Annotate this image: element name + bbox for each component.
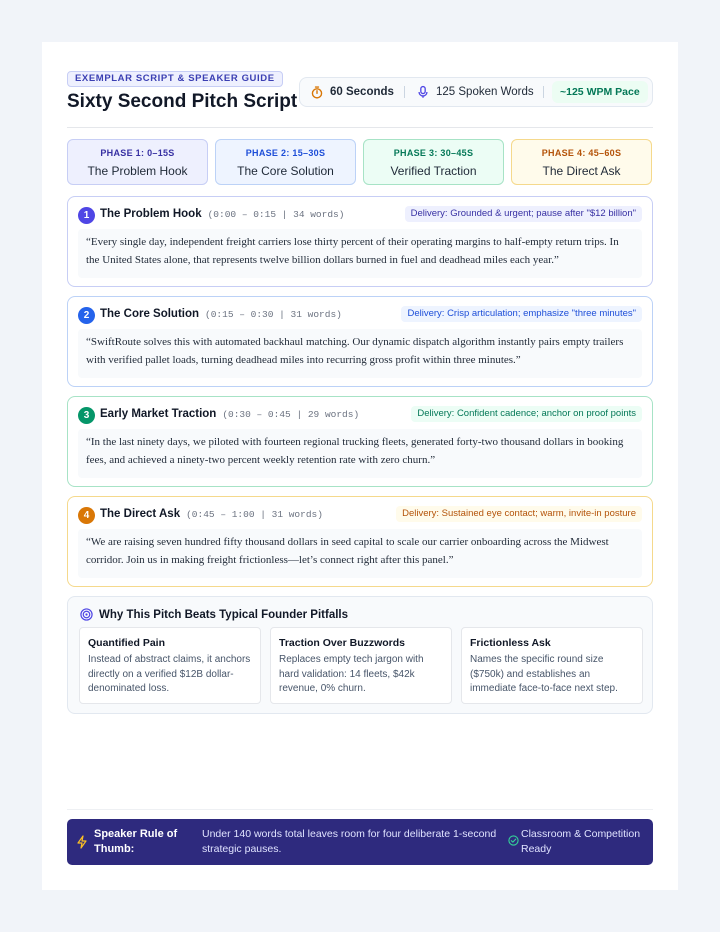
section-timing: (0:00 – 0:15 | 34 words)	[207, 209, 345, 220]
card-body: Replaces empty tech jargon with hard validation: 14 fleets, $42k revenue, 0% churn.	[279, 654, 424, 694]
section-title-text: The Core Solution	[100, 308, 200, 320]
stat-divider	[543, 86, 544, 98]
target-icon	[80, 608, 93, 621]
header	[67, 71, 653, 117]
phase-name: The Problem Hook	[87, 164, 188, 178]
pitfall-card	[461, 627, 643, 704]
section-title	[100, 308, 342, 320]
microphone-icon	[416, 85, 430, 99]
section-title-text: Early Market Traction	[100, 408, 217, 420]
script-section-4	[67, 496, 653, 587]
phase-card-2	[215, 139, 356, 185]
card-body: Names the specific round size ($750k) and establishes an immediate face-to-face next step.	[470, 654, 618, 694]
words-value: 125 Spoken Words	[436, 86, 534, 98]
script-section-1	[67, 196, 653, 287]
footer-divider	[67, 809, 653, 810]
stat-divider	[404, 86, 405, 98]
phase-label: PHASE 4: 45–60S	[541, 148, 622, 158]
speaker-rule-message: Under 140 words total leaves room for four deliberate 1-second strategic pauses.	[202, 828, 497, 855]
delivery-badge: Delivery: Grounded & urgent; pause after "$12 billion"	[405, 206, 642, 222]
script-quote: “We are raising seven hundred fifty thousand dollars in seed capital to scale our carrier onboarding across the Midwest corridor. Join us in making freight frictionless—let’s connect right after this panel.”	[78, 529, 642, 578]
script-quote: “Every single day, independent freight carriers lose thirty percent of their operating margins to half-empty return trips. In the United States alone, that represents twelve billion dollars burned in fuel and deadhead miles each year.”	[78, 229, 642, 278]
speaker-rule-banner	[67, 819, 653, 865]
phase-name: Verified Traction	[390, 164, 477, 178]
pitfalls-heading	[80, 608, 348, 621]
card-title: Quantified Pain	[88, 637, 166, 649]
script-section-2	[67, 296, 653, 387]
readiness-status: Classroom & Competition Ready	[521, 828, 641, 855]
eyebrow-badge: EXEMPLAR SCRIPT & SPEAKER GUIDE	[67, 71, 283, 87]
phase-card-4	[511, 139, 652, 185]
card-title: Traction Over Buzzwords	[279, 637, 406, 649]
phase-card-3	[363, 139, 504, 185]
delivery-badge: Delivery: Confident cadence; anchor on proof points	[411, 406, 642, 422]
header-divider	[67, 127, 653, 128]
pace-badge: ~125 WPM Pace	[552, 81, 648, 103]
section-timing: (0:15 – 0:30 | 31 words)	[205, 309, 342, 320]
section-title	[100, 408, 359, 420]
section-number: 4	[78, 507, 95, 524]
section-title	[100, 208, 344, 220]
speaker-rule-label: Speaker Rule of Thumb:	[94, 828, 178, 855]
section-number: 1	[78, 207, 95, 224]
script-quote: “In the last ninety days, we piloted with fourteen regional trucking fleets, generated forty-two thousand dollars in booking fees, and achieved a ninety-two percent weekly retention rate with zero churn.”	[78, 429, 642, 478]
phase-name: The Core Solution	[237, 164, 334, 178]
stopwatch-icon	[310, 85, 324, 99]
delivery-badge: Delivery: Crisp articulation; emphasize "three minutes"	[401, 306, 642, 322]
card-body: Instead of abstract claims, it anchors directly on a verified $12B dollar-denominated loss.	[88, 654, 251, 694]
check-circle-icon	[508, 835, 519, 846]
stats-bar	[299, 77, 653, 107]
duration-stat	[310, 78, 394, 106]
section-timing: (0:45 – 1:00 | 31 words)	[186, 509, 323, 520]
phase-label: PHASE 3: 30–45S	[393, 148, 474, 158]
section-title-text: The Problem Hook	[100, 208, 202, 220]
section-timing: (0:30 – 0:45 | 29 words)	[222, 409, 360, 420]
pitch-script-sheet	[42, 42, 678, 890]
words-stat	[416, 78, 534, 106]
section-title-text: The Direct Ask	[100, 508, 181, 520]
phase-label: PHASE 2: 15–30S	[245, 148, 326, 158]
section-number: 2	[78, 307, 95, 324]
pitfalls-title: Why This Pitch Beats Typical Founder Pitfalls	[99, 608, 348, 621]
phase-name: The Direct Ask	[542, 164, 621, 178]
section-number: 3	[78, 407, 95, 424]
phase-card-1	[67, 139, 208, 185]
pitfall-card	[79, 627, 261, 704]
duration-value: 60 Seconds	[330, 86, 394, 98]
script-section-3	[67, 396, 653, 487]
phase-label: PHASE 1: 0–15S	[100, 148, 175, 158]
lightning-icon	[76, 835, 88, 849]
section-title	[100, 508, 323, 520]
pitfalls-panel	[67, 596, 653, 714]
script-quote: “SwiftRoute solves this with automated backhaul matching. Our dynamic dispatch algorithm instantly pairs empty trailers with verified pallet loads, turning deadhead miles into recurring gross profit within three minutes.”	[78, 329, 642, 378]
card-title: Frictionless Ask	[470, 637, 551, 649]
pitfall-card	[270, 627, 452, 704]
page-title: Sixty Second Pitch Script	[67, 91, 298, 112]
delivery-badge: Delivery: Sustained eye contact; warm, invite-in posture	[396, 506, 642, 522]
